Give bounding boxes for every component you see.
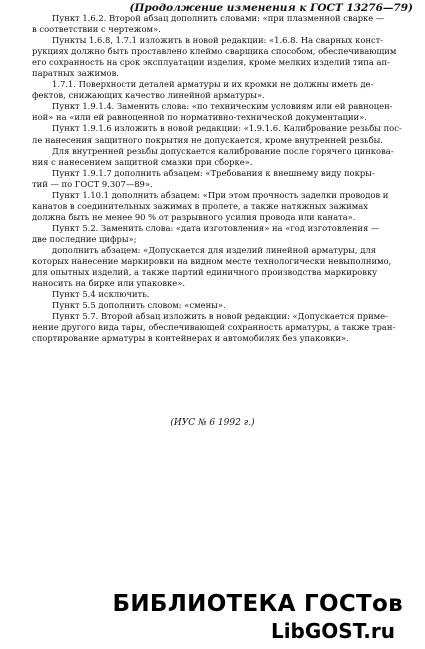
text-line: ния с нанесением защитной смазки при сборке». <box>32 156 253 167</box>
text-line: в соответствии с чертежом». <box>32 24 161 35</box>
text-line: должна быть не менее 90 % от разрывного усилия провода или каната». <box>32 211 356 222</box>
text-line: спортирование арматуры в контейнерах и автомобилях без упаковки». <box>32 333 349 344</box>
text-line: две последние цифры»; <box>32 233 137 244</box>
text-line: 1.7.1. Поверхности деталей арматуры и их кромки не должны иметь де- <box>52 79 374 90</box>
text-line: Пункты 1.6.8, 1.7.1 изложить в новой редакции: «1.6.8. На сварных конст- <box>52 35 384 46</box>
text-line: ной» на «или ей равноценной по нормативно-технической документации». <box>32 112 367 123</box>
text-line: Для внутренней резьбы допускается калибрование после горячего цинкова- <box>52 145 394 156</box>
text-line: дополнить абзацем: «Допускается для изделий линейной арматуры, для <box>52 244 376 255</box>
site-watermark: LibGOST.ru <box>270 619 395 643</box>
text-line: Пункт 5.7. Второй абзац изложить в новой редакции: «Допускается приме- <box>52 311 388 322</box>
text-line: канатов в соединительных зажимах в пролете, а также натяжных зажимах <box>32 200 368 211</box>
text-line: Пункт 1.10.1 дополнить абзацем: «При этом прочность заделки проводов и <box>52 189 389 200</box>
text-line: Пункт 1.9.1.4. Заменить слова: «по техническим условиям или ей равноцен- <box>52 101 393 112</box>
source-note: (ИУС № 6 1992 г.) <box>170 418 255 428</box>
text-line: Пункт 1.9.1.6 изложить в новой редакции: «1.9.1.6. Калибрование резьбы пос- <box>52 123 402 134</box>
text-line: Пункт 5.5 дополнить словом: «смены». <box>52 300 226 311</box>
text-line: Пункт 1.9.1.7 дополнить абзацем: «Требования к внешнему виду покры- <box>52 167 375 178</box>
library-watermark: БИБЛИОТЕКА ГОСТов <box>112 591 403 617</box>
text-line: его сохранность на срок эксплуатации изделия, кроме мелких изделий типа ап- <box>32 57 390 68</box>
page-header: (Продолжение изменения к ГОСТ 13276—79) <box>129 2 413 14</box>
text-line: Пункт 5.4 исключить. <box>52 289 150 300</box>
text-line: Пункт 1.6.2. Второй абзац дополнить словами: «при плазменной сварке — <box>52 13 385 23</box>
text-line: паратных зажимов. <box>32 68 119 79</box>
text-line: рукциях должно быть проставлено клеймо сварщика способом, обеспечивающим <box>32 46 397 57</box>
text-line: ле нанесения защитного покрытия не допускается, кроме внутренней резьбы. <box>32 134 383 145</box>
text-line: для опытных изделий, а также партий единичного производства маркировку <box>32 267 378 278</box>
text-line: фектов, снижающих качество линейной арматуры». <box>32 90 265 101</box>
text-line: Пункт 5.2. Заменить слова: «дата изготовления» на «год изготовления — <box>52 222 380 233</box>
text-line: тий — по ГОСТ 9.307—89». <box>32 178 153 189</box>
text-line: которых нанесение маркировки на видном месте технологически невыполнимо, <box>32 256 392 267</box>
text-line: наносить на бирке или упаковке». <box>32 278 186 289</box>
amendment-text <box>32 13 410 344</box>
text-line: нение другого вида тары, обеспечивающей сохранность арматуры, а также тран- <box>32 322 396 333</box>
